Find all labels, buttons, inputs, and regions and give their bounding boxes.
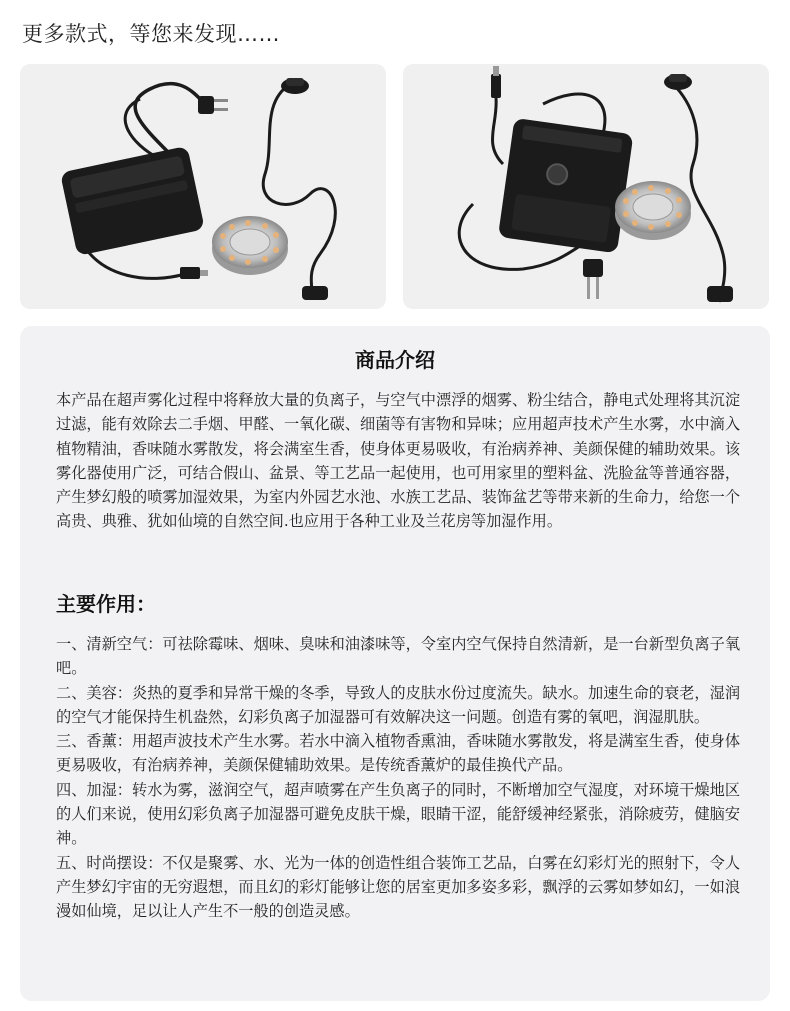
product-intro-text: 本产品在超声雾化过程中将释放大量的负离子，与空气中漂浮的烟雾、粉尘结合，静电式处理将其沉淀过滤，能有效除去二手烟、甲醛、一氧化碳、细菌等有害物和异味；应用超声技术产生水雾，水中滴入植物精油，香味随水雾散发，将会满室生香，使身体更易吸收，有治病养神、美颜保健的辅助效果。该雾化器使用广泛，可结合假山、盆景、等工艺品一起使用，也可用家里的塑料盆、洗脸盆等普通容器，产生梦幻般的喷雾加湿效果，为室内外园艺水池、水族工艺品、装饰盆艺等带来新的生命力，给您一个高贵、典雅、犹如仙境的自然空间.也应用于各种工业及兰花房等加湿作用。 <box>56 391 740 531</box>
adjustable-power-adapter <box>498 118 634 254</box>
power-cable-loop <box>125 99 160 159</box>
dc-cable <box>492 98 503 164</box>
function-item-fresh-air: 一、清新空气：可祛除霉味、烟味、臭味和油漆味等，令室内空气保持自然清新，是一台新型负离子氧吧。 <box>56 635 740 678</box>
product-intro-heading: 商品介绍 <box>355 348 435 372</box>
ac-plug <box>583 259 603 299</box>
atomizer-disc <box>212 216 288 275</box>
adapter-illustration-right <box>403 64 769 309</box>
function-item-aroma: 三、香薰：用超声波技术产生水雾。若水中滴入植物香熏油，香味随水雾散发，将是满室生香，使身体更易吸收，有治病养神，美颜保健辅助效果。是传统香薰炉的最佳换代产品。 <box>56 732 740 775</box>
function-item-humidify: 四、加湿：转水为雾，滋润空气，超声喷雾在产生负离子的同时，不断增加空气湿度，对环境干燥地区的人们来说，使用幻彩负离子加湿器可避免皮肤干燥，眼睛干涩，能舒缓神经紧张，消除疲劳，健脑安神。 <box>56 780 740 848</box>
dc-connector <box>180 267 208 279</box>
adapter-product-photo-right <box>403 64 769 309</box>
water-level-sensor <box>664 74 692 90</box>
function-item-decor: 五、时尚摆设：不仅是聚雾、水、光为一体的创造性组合装饰工艺品，白雾在幻彩灯光的照射下，令人产生梦幻宇宙的无穷遐想，而且幻的彩灯能够让您的居室更加多姿多彩，飘浮的云雾如梦如幻，一如浪漫如仙境，足以让人产生不一般的创造灵感。 <box>56 853 740 921</box>
function-item-beauty: 二、美容：炎热的夏季和异常干燥的冬季，导致人的皮肤水份过度流失。缺水。加速生命的衰老，湿润的空气才能保持生机盎然，幻彩负离子加湿器可有效解决这一问题。创造有雾的氧吧，润湿肌肤。 <box>56 683 740 726</box>
main-functions-list <box>56 632 740 924</box>
power-adapter-box <box>60 146 205 256</box>
product-info-panel <box>20 326 770 1001</box>
power-cable <box>135 84 205 154</box>
atomizer-disc <box>615 181 691 240</box>
atomizer-connector <box>302 286 328 300</box>
adapter-illustration-left <box>20 64 386 309</box>
atomizer-connector <box>707 286 733 302</box>
adapter-product-photo-left <box>20 64 386 309</box>
dc-connector <box>491 66 501 98</box>
ac-plug <box>198 96 228 114</box>
main-functions-heading: 主要作用： <box>56 592 156 616</box>
page-header-title: 更多款式，等您来发现…… <box>22 22 280 46</box>
water-level-sensor <box>281 78 309 94</box>
